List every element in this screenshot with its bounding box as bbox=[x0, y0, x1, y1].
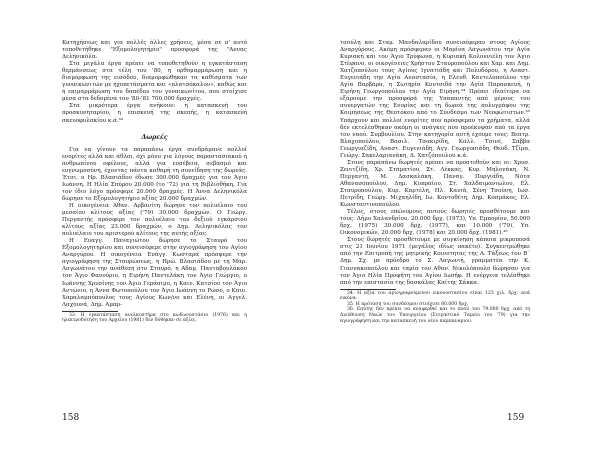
paragraph: τσούλη και Σταμ. Μανδαλαρίδου συνεισέφεραν στους Αγίους Αναργύρους. Ακόμη πρόσφεραν οι Μαρίνα Λαγωνάτου την Αγία Κυριακή και τον Άγιο Τρύφωνα, η Κυριακή Κολοννιέλη τον Άγιο Στέφανο, οι οικογένειες Χρήστου Σταυροπούλου και Χαρ. και Δημ. Χατζοπούλου τους Αγίους Ιγνατιάδη και Πολυδόρου, η Αναστ. Ευγενιάδη την Αγία Αναστασία, η Ελευθ. Καντελοπούλου την Αγία Βαρβάρα, η Σωτηρία Κουτσιδά την Αγία Παρασκευή, η Ειρήνη Γεωργοπούλου την Αγία Ειρήνη.³⁴ Πρέπει ιδιαίτερα να εξάρουμε την προσφορά της Υπαπαντής από μέρους του συνεργατών της Ενορίας και τη δωρεά της πολυγράφου της Κοιμήσεως της Θεοτόκου από το Σύνδεσμο των Νεοφώτιστων.³⁵ Υπάρχουν και πολλοί ενορίτες που πρόσφεραν τα χρήματα, αλλά δεν εκτελέσθηκαν ακόμη οι ανάγκες που προέκυψαν από τα έργα του ναού. Συμβουλίου. Στην κατηγορία αυτή έχουμε τους: Βεατρ. Βλαχοπούλου, Βασιλ. Τσακιρίδη, Καλλ. Τσινέ, Σάββα Γεωργιαζίδη, Αναστ. Ευγενιάδη, Αγγ. Γεωργοπιάδη, Θεοδ. Τζίμα, Γεώργ. Σακελαριανάκη, Δ. Χατζόπουλου κ.ά. bbox=[340, 40, 530, 159]
right-page bbox=[300, 0, 600, 450]
left-column bbox=[62, 40, 247, 324]
footnote: 36. Επίσης δεν πρέπει να αναφερθεί και το ποσό του 79.000 δρχ. από τη Διεύθυνση Ναών του Υπουργείου (Στεγαστικό Ταμείο του '79) για την αγιογράφηση και την κατασκευή του νέου καμπαναριού. bbox=[340, 307, 530, 324]
paragraph: Στους δωρητές προσθέτουμε με συγκίνηση κάποια μικροποσά στις 21 Ιουνίου 1971 (μεγάλος ιδίως πακέτο). Συγκεντρώθηκε από την Επιτροπή της μητρικής Κοινοτητας της Α. Τάξεως του Β΄ Δημ. Σχ. με πρόεδρο το Σ. Λαγωνιή, γραμματέα την Κ. Γιαννακοπούλου και ταμία τον Αθαν. Νικολόπουλο δώρησαν για τον Άγιο Ηλία Προφήτη του Αγίου Ιωσήφ. Η ενέργεια τελέσθηκε από την επιστασία της δασκάλας Καίτης Σάκκα. bbox=[340, 237, 530, 286]
paragraph: Στους παραπάνω δωρητές πρέπει να προστεθούν και οι: Χρυσ. Ζενιτζίδη, Χρ. Σταματίου, Στ. Λέκκας, Κυρ. Μηλονάκη, Ν. Περγαντή, Μ. Δασκαλάκη, Παναγ. Πυργιάδη, Νότα Αθανασοπούλου, Δημ. Κυπραίου, Στ. Χαλδαιμανιώλου, Ελ. Σταυροπούλου, Κυρ. Καρτέλη, Ηλ. Κανιά, Σένη Τσούνη, Ιωσ. Πετρίδη, Γεώργ. Μιχαηλίδη, Ιω. Κοντοθέτη, Δημ. Κοσμάκος, Ελ. Κωνσταντινοπούλου. bbox=[340, 159, 530, 209]
footnote-divider bbox=[62, 311, 118, 312]
footnote: 34. Η αξία του αγιογραφούμενου εικονοστασίου είναι 125 χιλ. δρχ. ανά εικόνα. bbox=[340, 290, 530, 302]
right-column bbox=[340, 40, 530, 324]
paragraph: Για να γίνουν τα παραπάνω έργα συνδράμανε πολλοί ενορίτες αλλά και άθλοι, όχι μόνο για λόγους παραστασιακού ή ανθρωπίνου οφέλους, αλλά για ευσέβεια, σεβασμό και ευγνωμοσύνη, έχοντας πάντα καθαρή τη συνείδηση της δωρεάς. Έτσι, ο Ηρ. Βλασιάδου έδωσε 300.000 δραχμές για τον Άγιο Ιωάννη. Η Ηλία Σπύρου 20.000 (το '72) για τη Βιβλιοθήκη. Για τον ίδιο λόγο πρόσφερε 20.000 δραχμές. Η Άννα Δεληνικόλα δώρησε το Εξομολογητήριο αξίας 20.000 δραχμών. bbox=[62, 146, 247, 202]
section-heading: Δωρεές bbox=[141, 133, 168, 141]
paragraph: Στα μικρότερα έργα ανήκουν: η κατασκευή του προσκυνηταρίου, η επισκευή της σκεπής, η κατασκευή σκευοφυλακίου κ.ά.³³ bbox=[62, 103, 247, 124]
paragraph: Κατηχήσεως και για πολλές άλλες χρήσεις, μέσα σε σ' αυτό τοποθετήθηκε "Εξομολογητήριο" προσφορά της "Αννας Δεληνικόλα. bbox=[62, 40, 247, 61]
paragraph: Τέλος, στους επώνυμους αυτούς δωρητές προσθέτουμε και τους: Δήμο Χαλανδρίου, 20.000 δρχ. (1973), Υπ. Εμπορίου, 50.000 δρχ. (1975) 30.000 δρχ. (1977), και 10.000 ('79), Υπ. Οικονομικών, 20.000 δρχ. (1978) και 20.000 δρχ. (1981).³⁶ bbox=[340, 209, 530, 237]
paragraph: Στα μεγάλα έργα πρέπει να τοποθετηθούν η εγκατάσταση θερμάνσεως στα τέλη του '80, η ορθομαρμάρωση και η διαμόρφωση της εισόδου, διαμορφώθηκαν τα καθίσματα των γυναικωνιτών με ηχοπετάσματα και «πλατσόκαλον», καθώς και η επιμαρμάρωση του δαπέδου του γυναικωνίτου, που στοίχισε μέσα στα δεδομένα του '80-'81 700.000 δραχμές. bbox=[62, 61, 247, 103]
paragraph: Η Ευαγγ. Παναγιώτου δώρησε το Σταυρό του Εξομολογητηρίου και συνεισέφερε στην αγιογράφηση του Αγίου Αναργύρου. Η οικογένεια Ευάγγ. Κωσταρά πρόσφερε την αγιογράφηση της Σταυρώσεως, η Ηρώ. Βλασιάδου με τη Μαρ. Λαγωνάτου την ανάθεση στο Σταυρό, η Αδαμ. Πανταβουλάκου τον Άγιο Φανούριο, η Ειρήνη Παντελάκη τον Άγιο Γεώργιο, ο Ιωάννης Χρυσίνης τον Άγιο Γεράσιμο, η Καιν. Κατσίου τον Άγιο Αντώνιο, η Άννα Φωτοπούλου τον Άγιο Ιωάννη το Ρώσο, ο Καιν. Χαραλαμπόπουλος τους Αγίους Κων/νο και Ελένη, οι Αγγελ. Λαχουνά, Δημ. Αμαρ- bbox=[62, 238, 247, 308]
page-number: 159 bbox=[507, 413, 525, 423]
footnote: 35. Η πρόταση του συνδέσμου στοίχισε 80.000 δρχ. bbox=[347, 301, 469, 307]
page-number: 158 bbox=[62, 413, 80, 423]
footnote-divider bbox=[340, 289, 396, 290]
paragraph: Η οικογένεια Αθαν. Αρβανίτη δώρησε τον πολυέλαιο του μεσαίου κλίτους αξίας ('79) 30.000 δραχμών. Ο Γεώργ. Περγαντής πρόσφερε τον πολυέλαιο του δεξιού εγκάρσιου κλίτους αξίας 23.000 δραχμών, ο Δημ. Δεληνικόλας τον πολυέλαιο του αριστερού κλίτους της αυτής αξίας. bbox=[62, 202, 247, 238]
footnote: 33. Η εγκατάσταση ανελκυστήρα στο κωδωνοστάσιο (1976) και η ηλεκτροδότηση του Αρχείου (1981) δεν δόθηκαν σε αξίες. bbox=[62, 312, 247, 324]
